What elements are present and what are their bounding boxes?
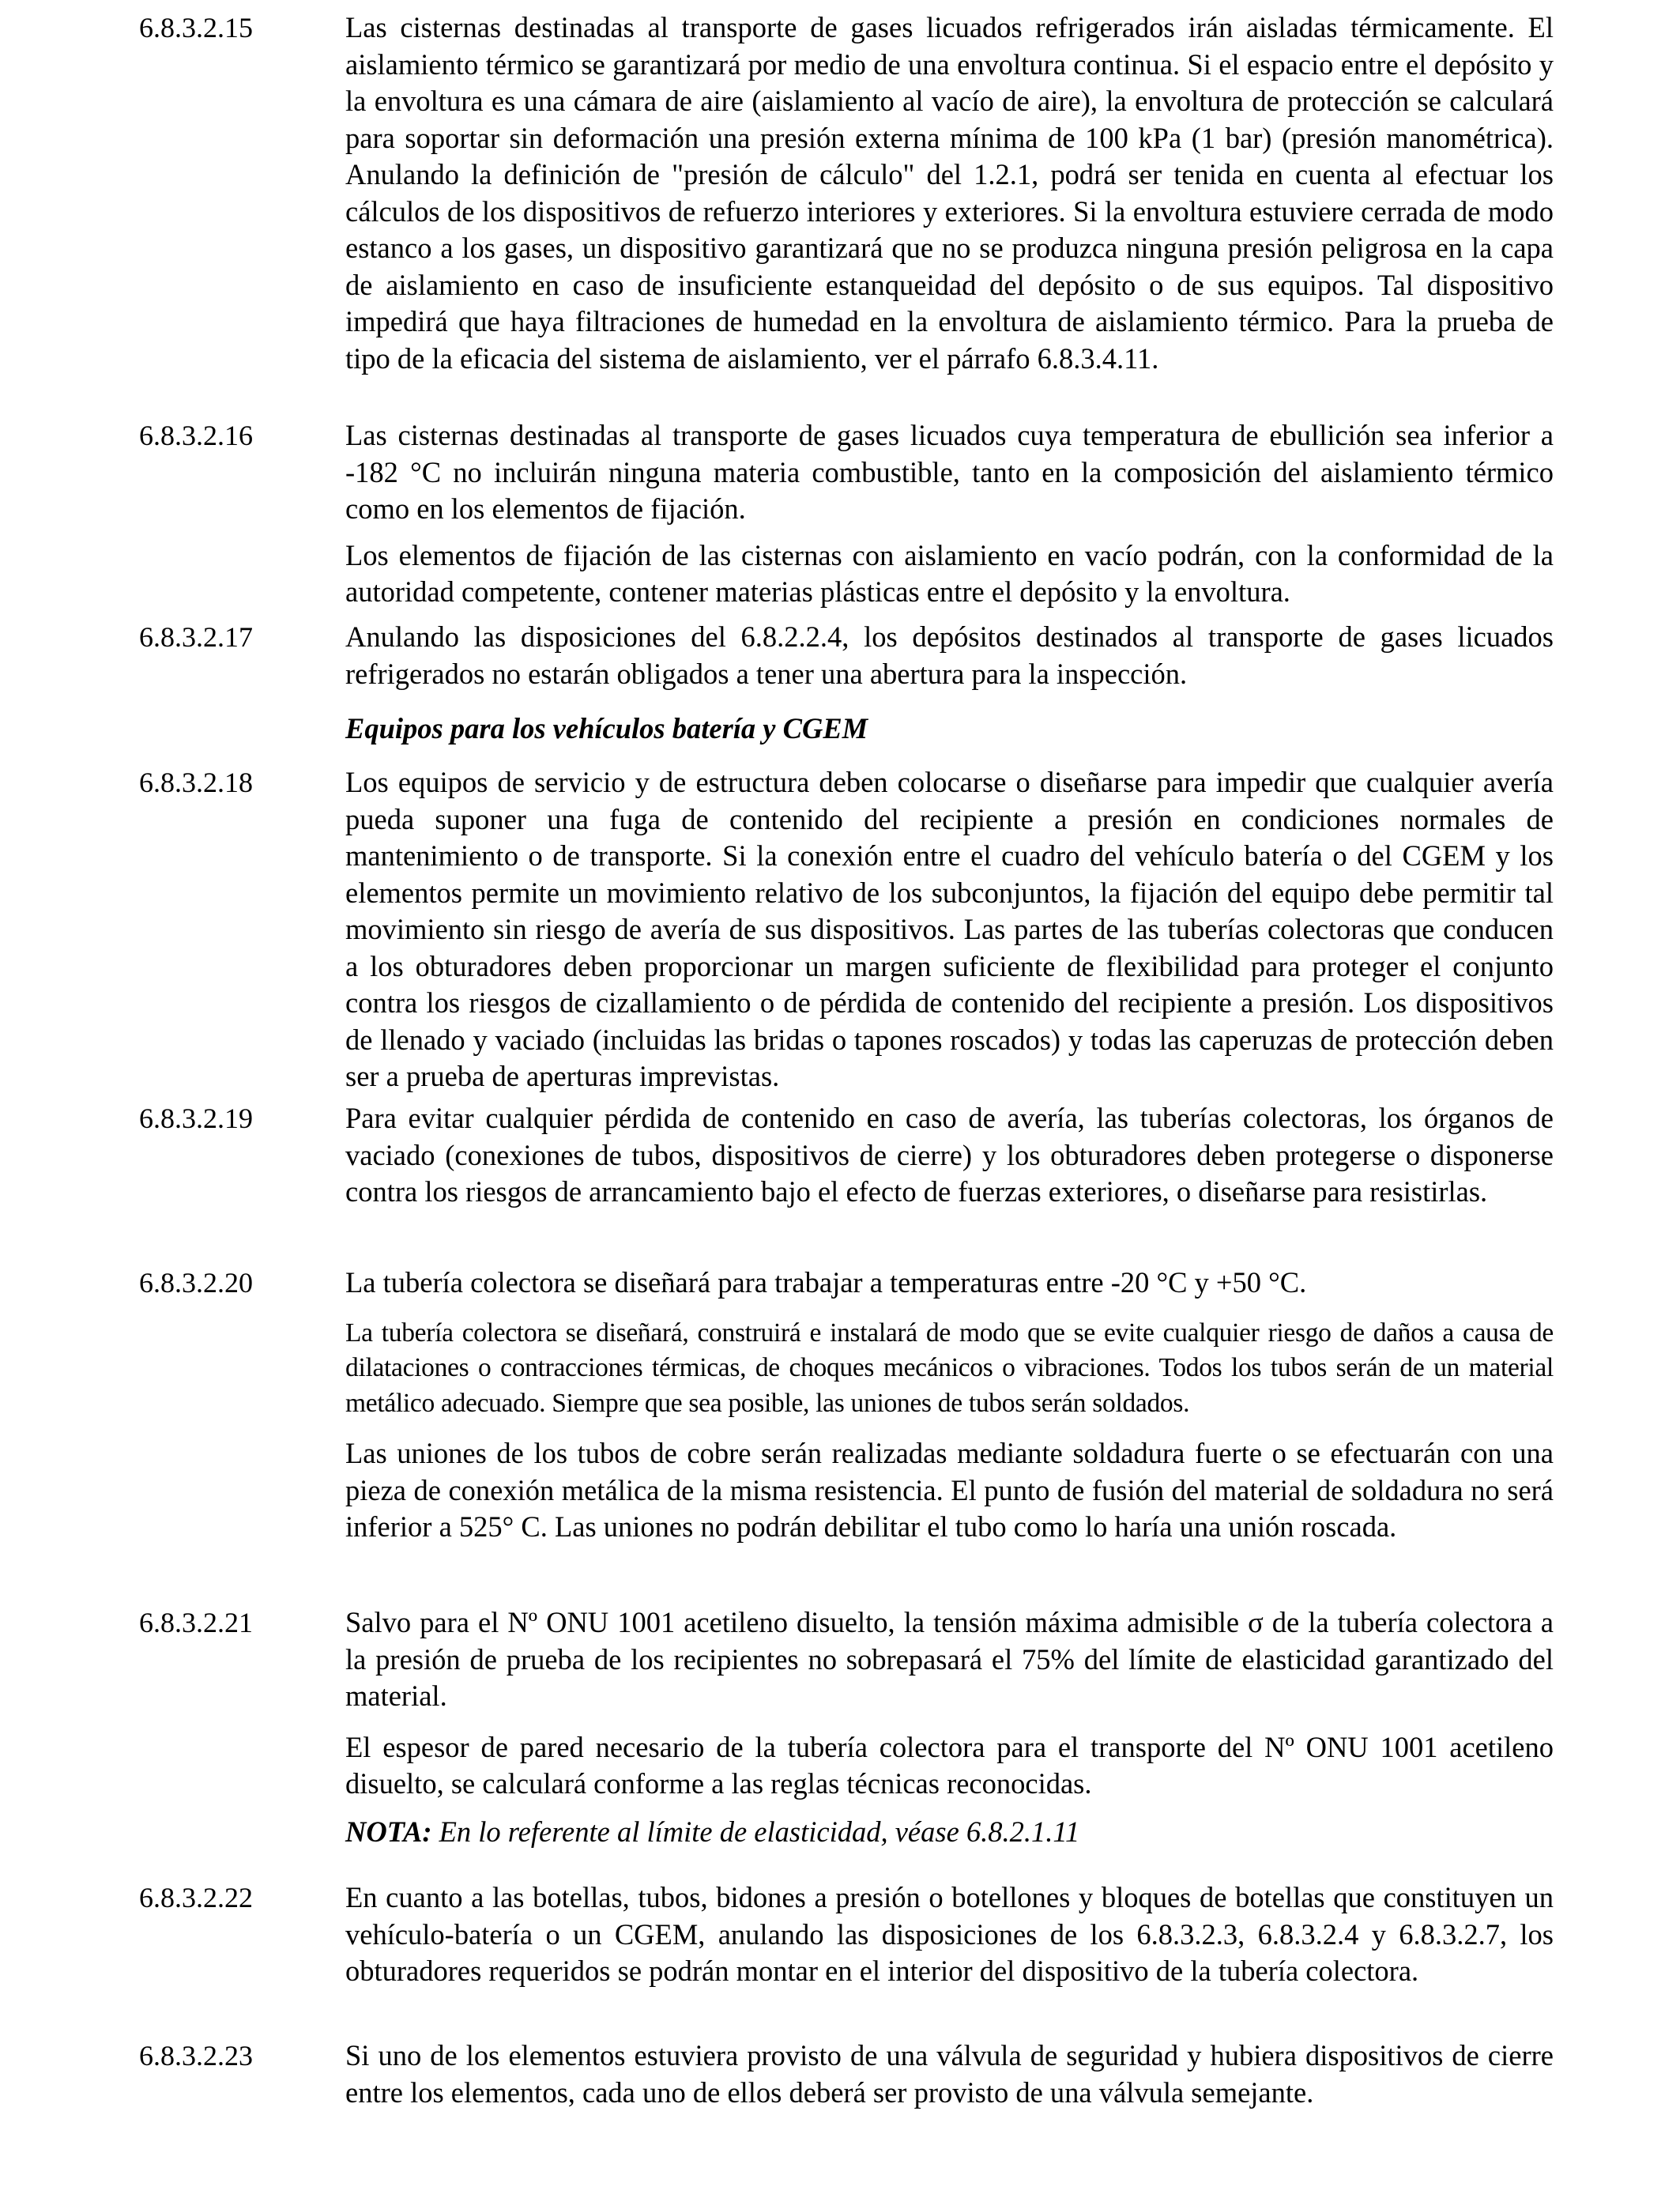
paragraph: Las cisternas destinadas al transporte de gases licuados refrigerados irán aisladas térmicamente. El aislamiento térmico se garantizará por medio de una envoltura continua. Si el espacio entre el depósito y la envoltura es una cámara de aire (aislamiento al vacío de aire), la envoltura de protección se calculará para soportar sin deformación una presión externa mínima de 100 kPa (1 bar) (presión manométrica). Anulando la definición de "presión de cálculo" del 1.2.1, podrá ser tenida en cuenta al efectuar los cálculos de los dispositivos de refuerzo interiores y exteriores. Si la envoltura estuviere cerrada de modo estanco a los gases, un dispositivo garantizará que no se produzca ninguna presión peligrosa en la capa de aislamiento en caso de insuficiente estanqueidad del depósito o de sus equipos. Tal dispositivo impedirá que haya filtraciones de humedad en la envoltura de aislamiento térmico. Para la prueba de tipo de la eficacia del sistema de aislamiento, ver el párrafo 6.8.3.4.11. <box>345 11 1554 375</box>
paragraph: La tubería colectora se diseñará para trabajar a temperaturas entre -20 °C y +50 °C. <box>345 1266 1307 1299</box>
section-body <box>345 1100 1554 1220</box>
paragraph: En cuanto a las botellas, tubos, bidones a presión o botellones y bloques de botellas que constituyen un vehículo-batería o un CGEM, anulando las disposiciones de los 6.8.3.2.3, 6.8.3.2.4 y 6.8.3.2.7, los obturadores requeridos se podrán montar en el interior del dispositivo de la tubería colectora. <box>345 1881 1554 1987</box>
note-text: En lo referente al límite de elasticidad, véase 6.8.2.1.11 <box>431 1815 1080 1848</box>
section-body <box>345 619 1554 702</box>
section-number: 6.8.3.2.22 <box>139 1882 253 1913</box>
paragraph: Salvo para el Nº ONU 1001 acetileno disuelto, la tensión máxima admisible σ de la tubería colectora a la presión de prueba de los recipientes no sobrepasará el 75% del límite de elasticidad garantizado del material. <box>345 1606 1554 1712</box>
section-number: 6.8.3.2.18 <box>139 767 253 798</box>
section-body <box>345 764 1554 1105</box>
section-number: 6.8.3.2.15 <box>139 12 253 43</box>
note <box>345 1814 1554 1851</box>
paragraph: Los elementos de fijación de las cisternas con aislamiento en vacío podrán, con la conformidad de la autoridad competente, contener materias plásticas entre el depósito y la envoltura. <box>345 538 1554 608</box>
section-number: 6.8.3.2.23 <box>139 2040 253 2071</box>
section-body <box>345 1265 1554 1555</box>
paragraph: El espesor de pared necesario de la tubería colectora para el transporte del Nº ONU 1001 acetileno disuelto, se calculará conforme a las reglas técnicas reconocidas. <box>345 1730 1554 1800</box>
section-body <box>345 2038 1554 2120</box>
subsection-heading: Equipos para los vehículos batería y CGEM <box>345 712 868 745</box>
paragraph: Para evitar cualquier pérdida de contenido en caso de avería, las tuberías colectoras, los órganos de vaciado (conexiones de tubos, dispositivos de cierre) y los obturadores deben protegerse o disponerse contra los riesgos de arrancamiento bajo el efecto de fuerzas exteriores, o diseñarse para resistirlas. <box>345 1102 1554 1208</box>
section-body <box>345 417 1554 620</box>
section-body <box>345 711 1554 748</box>
section-number: 6.8.3.2.21 <box>139 1607 253 1638</box>
section-body <box>345 9 1554 386</box>
section-number: 6.8.3.2.20 <box>139 1267 253 1299</box>
paragraph: Las cisternas destinadas al transporte de gases licuados cuya temperatura de ebullición sea inferior a -182 °C no incluirán ninguna materia combustible, tanto en la composición del aislamiento térmico como en los elementos de fijación. <box>345 419 1554 525</box>
paragraph: Las uniones de los tubos de cobre serán realizadas mediante soldadura fuerte o se efectuarán con una pieza de conexión metálica de la misma resistencia. El punto de fusión del material de soldadura no será inferior a 525° C. Las uniones no podrán debilitar el tubo como lo haría una unión roscada. <box>345 1437 1554 1543</box>
paragraph: Los equipos de servicio y de estructura deben colocarse o diseñarse para impedir que cualquier avería pueda suponer una fuga de contenido del recipiente a presión en condiciones normales de mantenimiento o de transporte. Si la conexión entre el cuadro del vehículo batería o del CGEM y los elementos permite un movimiento relativo de los subconjuntos, la fijación del equipo debe permitir tal movimiento sin riesgo de avería de sus dispositivos. Las partes de las tuberías colectoras que conducen a los obturadores deben proporcionar un margen suficiente de flexibilidad para proteger el conjunto contra los riesgos de cizallamiento o de pérdida de contenido del recipiente a presión. Los dispositivos de llenado y vaciado (incluidas las bridas o tapones roscados) y todas las caperuzas de protección deben ser a prueba de aperturas imprevistas. <box>345 766 1554 1092</box>
section-body <box>345 1604 1554 1850</box>
note-label: NOTA: <box>345 1815 432 1848</box>
paragraph: Anulando las disposiciones del 6.8.2.2.4, los depósitos destinados al transporte de gases licuados refrigerados no estarán obligados a tener una abertura para la inspección. <box>345 620 1554 690</box>
section-number: 6.8.3.2.19 <box>139 1103 253 1134</box>
paragraph: Si uno de los elementos estuviera provisto de una válvula de seguridad y hubiera dispositivos de cierre entre los elementos, cada uno de ellos deberá ser provisto de una válvula semejante. <box>345 2039 1554 2109</box>
section-body <box>345 1879 1554 2000</box>
section-number: 6.8.3.2.16 <box>139 420 253 451</box>
section-number: 6.8.3.2.17 <box>139 621 253 653</box>
paragraph: La tubería colectora se diseñará, construirá e instalará de modo que se evite cualquier riesgo de daños a causa de dilataciones o contracciones térmicas, de choques mecánicos o vibraciones. Todos los tubos serán de un material metálico adecuado. Siempre que sea posible, las uniones de tubos serán soldados. <box>345 1318 1554 1418</box>
